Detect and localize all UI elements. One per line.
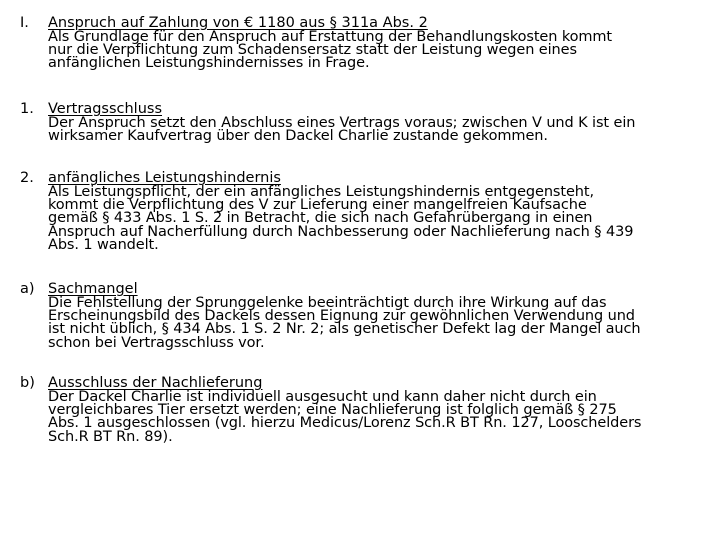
body-line: gemäß § 433 Abs. 1 S. 2 in Betracht, die sich nach Gefahrübergang in einen: [48, 210, 593, 227]
body-line: schon bei Vertragsschluss vor.: [48, 334, 265, 351]
section-marker: b): [20, 375, 35, 391]
section-title: Vertragsschluss: [48, 101, 163, 117]
body-line: Die Fehlstellung der Sprunggelenke beeinträchtigt durch ihre Wirkung auf das: [48, 295, 607, 311]
body-line: kommt die Verpflichtung des V zur Lieferung einer mangelfreien Kaufsache: [48, 197, 587, 214]
body-line: Als Leistungspflicht, der ein anfängliches Leistungshindernis entgegensteht,: [48, 184, 594, 200]
body-line: vergleichbares Tier ersetzt werden; eine Nachlieferung ist folglich gemäß § 275: [48, 402, 617, 419]
section-marker: I.: [20, 15, 29, 31]
section-title: Anspruch auf Zahlung von € 1180 aus § 311a Abs. 2: [48, 15, 428, 31]
body-line: Abs. 1 wandelt.: [48, 236, 159, 253]
section-marker: 1.: [20, 101, 34, 117]
section-body: [48, 297, 710, 350]
body-line: ist nicht üblich, § 434 Abs. 1 S. 2 Nr. 2; als genetischer Defekt lag der Mangel auch: [48, 321, 641, 338]
section-body: [48, 391, 710, 444]
body-line: Anspruch auf Nacherfüllung durch Nachbesserung oder Nachlieferung nach § 439: [48, 223, 634, 240]
section-exclusion: [20, 376, 710, 444]
section-marker: a): [20, 281, 35, 297]
body-line: Der Dackel Charlie ist individuell ausgesucht und kann daher nicht durch ein: [48, 389, 597, 405]
section-claim: [20, 16, 710, 71]
section-contract: [20, 102, 710, 143]
body-line: Abs. 1 ausgeschlossen (vgl. hierzu Medicus/Lorenz Sch.R BT Rn. 127, Looschelders: [48, 415, 642, 432]
body-line: Sch.R BT Rn. 89).: [48, 428, 173, 445]
section-title: anfängliches Leistungshindernis: [48, 170, 281, 186]
body-line: Der Anspruch setzt den Abschluss eines Vertrags voraus; zwischen V und K ist ein: [48, 115, 636, 131]
section-title: Ausschluss der Nachlieferung: [48, 375, 263, 391]
section-body: [48, 186, 710, 252]
section-title: Sachmangel: [48, 281, 138, 297]
section-body: [48, 31, 710, 71]
section-body: [48, 117, 710, 143]
section-marker: 2.: [20, 170, 34, 186]
section-obstacle: [20, 171, 710, 252]
body-line: Erscheinungsbild des Dackels dessen Eignung zur gewöhnlichen Verwendung und: [48, 308, 635, 325]
section-defect: [20, 282, 710, 350]
body-line: Als Grundlage für den Anspruch auf Erstattung der Behandlungskosten kommt: [48, 29, 613, 45]
body-line: anfänglichen Leistungshindernisses in Frage.: [48, 55, 370, 72]
body-line: wirksamer Kaufvertrag über den Dackel Charlie zustande gekommen.: [48, 128, 548, 145]
body-line: nur die Verpflichtung zum Schadensersatz statt der Leistung wegen eines: [48, 42, 577, 59]
